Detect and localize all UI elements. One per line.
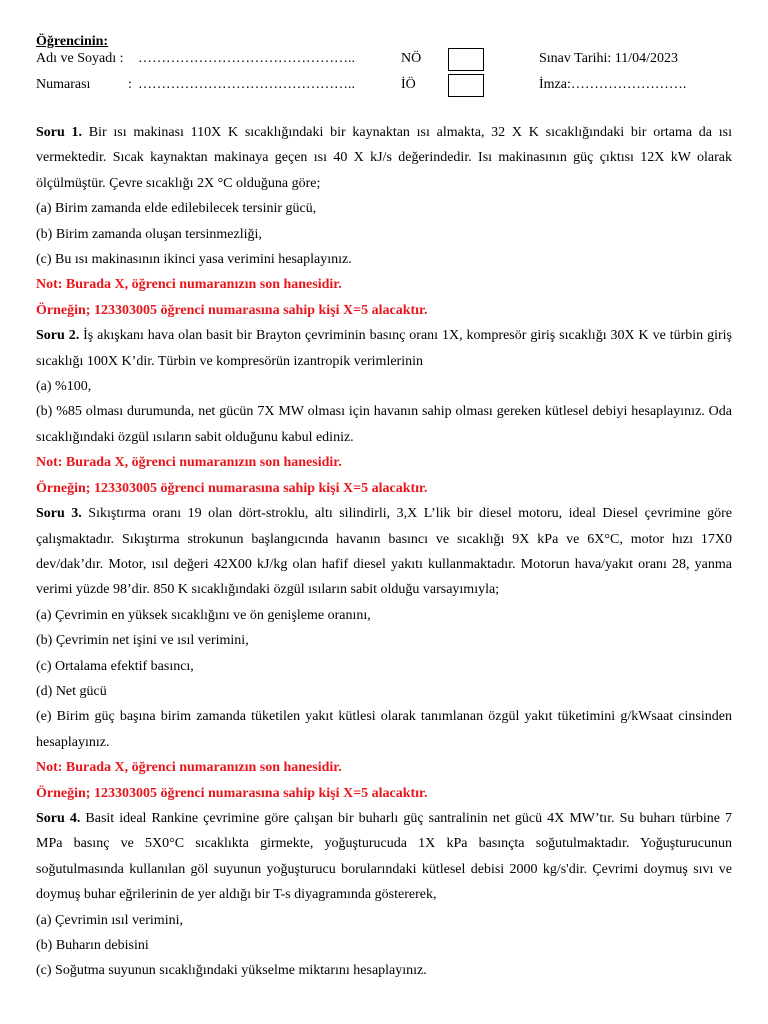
question-3	[36, 501, 732, 603]
student-info-header	[36, 34, 732, 100]
question-3-a: (a) Çevrimin en yüksek sıcaklığını ve ön genişleme oranını,	[36, 607, 371, 623]
note-line-2: Not: Burada X, öğrenci numaranızın son hanesidir.	[36, 455, 342, 471]
question-1-c: (c) Bu ısı makinasının ikinci yasa verimini hesaplayınız.	[36, 252, 352, 268]
name-label: Adı ve Soyadı :	[36, 51, 124, 66]
io-label: İÖ	[401, 77, 416, 92]
name-dots: ………………………………………..	[138, 51, 355, 66]
note-example-2: Örneğin; 123303005 öğrenci numarasına sahip kişi X=5 alacaktır.	[36, 480, 428, 496]
note-line-3: Not: Burada X, öğrenci numaranızın son hanesidir.	[36, 760, 342, 776]
questions	[36, 120, 732, 984]
question-3-c: (c) Ortalama efektif basıncı,	[36, 658, 194, 674]
number-dots: ………………………………………..	[138, 77, 355, 92]
question-4-b: (b) Buharın debisini	[36, 938, 149, 953]
number-label: Numarası	[36, 77, 91, 92]
question-2-text: İş akışkanı hava olan basit bir Brayton çevriminin basınç oranı 1X, kompresör giriş sıcaklığı 30X K ve türbin giriş sıcaklığı 100X K’dir. Türbin ve kompresörün izantropik verimlerinin	[36, 328, 732, 369]
question-1-text: Bir ısı makinası 110X K sıcaklığındaki bir kaynaktan ısı almakta, 32 X K sıcaklığındaki bir ortama da ısı vermektedir. Sıcak kaynaktan makinaya geçen ısı 40 X kJ/s değerindedir. Isı makinasının güç çıktısı 12X kW olarak ölçülmüştür. Çevre sıcaklığı 2X °C olduğuna göre;	[36, 125, 732, 191]
question-3-e: (e) Birim güç başına birim zamanda tüketilen yakıt kütlesi olarak tanımlanan özgül yakıt tüketimini g/kWsaat cinsinden hesaplayınız.	[36, 709, 732, 750]
question-1	[36, 120, 732, 196]
student-title: Öğrencinin:	[36, 34, 109, 49]
io-checkbox[interactable]	[448, 74, 484, 97]
question-1-label: Soru 1.	[36, 125, 83, 140]
question-4-text: Basit ideal Rankine çevrimine göre çalışan bir buharlı güç santralinin net gücü 4X MW’tır. Su buharı türbine 7 MPa basınç ve 5X0°C sıcaklıkta girmekte, yoğuşturucuda 1X kPa basınçta soğutulmaktadır. Yoğuşturucunun soğutulmasında kullanılan göl suyunun yoğuşturucu borularındaki kütlesel debisi 2000 kg/s'dir. Çevrimi doymuş sıvı ve doymuş buhar eğrilerinin de yer aldığı bir T-s diyagramında göstererek,	[36, 810, 732, 903]
question-4-label: Soru 4.	[36, 810, 81, 826]
question-2	[36, 323, 732, 374]
question-4	[36, 806, 732, 908]
question-1-a: (a) Birim zamanda elde edilebilecek tersinir gücü,	[36, 201, 317, 217]
question-2-b: (b) %85 olması durumunda, net gücün 7X MW olması için havanın sahip olması gereken kütlesel debiyi hesaplayınız. Oda sıcaklığındaki özgül ısıların sabit olduğunu kabul ediniz.	[36, 404, 732, 445]
question-3-b: (b) Çevrimin net işini ve ısıl verimini,	[36, 633, 249, 649]
note-example-1: Örneğin; 123303005 öğrenci numarasına sahip kişi X=5 alacaktır.	[36, 302, 428, 318]
note-line-1: Not: Burada X, öğrenci numaranızın son hanesidir.	[36, 277, 342, 293]
question-4-a: (a) Çevrimin ısıl verimini,	[36, 912, 183, 928]
question-3-text: Sıkıştırma oranı 19 olan dört-stroklu, altı silindirli, 3,X L’lik bir diesel motoru, ideal Diesel çevrimine göre çalışmaktadır. Sıkıştırma strokunun başlangıcında havanın basıncı ve sıcaklığı 9X kPa ve 6X°C, motor hızı 17X0 dev/dak’dır. Motor, ısıl değeri 42X00 kJ/kg olan hafif diesel yakıtı kullanmaktadır. Motorun hava/yakıt oranı 28, yanma verimi yüzde 98’dir. 850 K sıcaklığındaki özgül ısıların sabit olduğu varsayımıyla;	[36, 506, 732, 598]
question-2-a: (a) %100,	[36, 379, 92, 395]
note-example-3: Örneğin; 123303005 öğrenci numarasına sahip kişi X=5 alacaktır.	[36, 785, 428, 801]
question-3-label: Soru 3.	[36, 506, 82, 522]
question-3-d: (d) Net gücü	[36, 683, 107, 699]
no-label: NÖ	[401, 51, 422, 66]
question-1-b: (b) Birim zamanda oluşan tersinmezliği,	[36, 226, 262, 242]
exam-page	[36, 34, 732, 979]
no-checkbox[interactable]	[448, 48, 484, 71]
signature-field: İmza:…………………….	[539, 77, 687, 92]
exam-date: Sınav Tarihi: 11/04/2023	[539, 51, 679, 66]
question-4-c: (c) Soğutma suyunun sıcaklığındaki yükselme miktarını hesaplayınız.	[36, 963, 427, 979]
question-2-label: Soru 2.	[36, 328, 80, 344]
number-colon: :	[128, 77, 132, 92]
